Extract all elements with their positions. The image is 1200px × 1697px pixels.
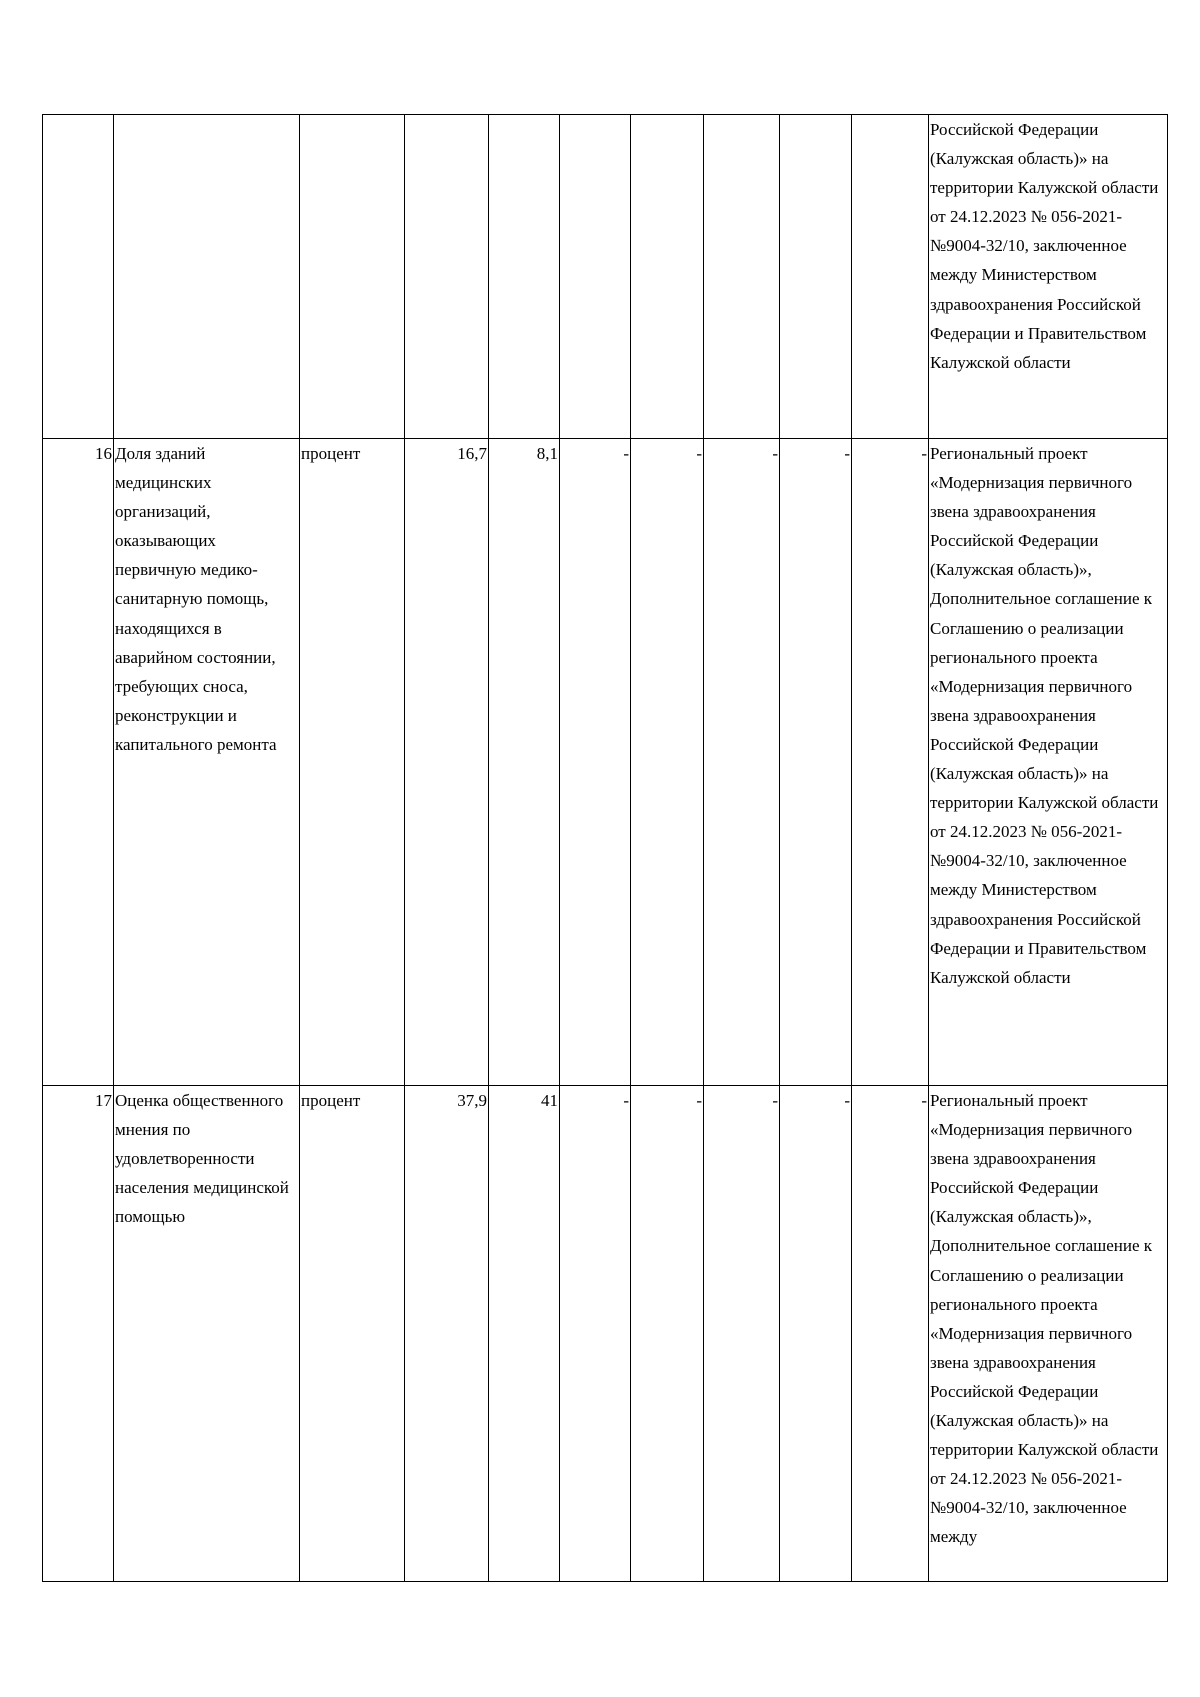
value-year-5: -: [780, 1086, 852, 1582]
value-year-6: -: [852, 1086, 929, 1582]
indicator-name: [114, 115, 300, 439]
table-row: [43, 115, 1168, 439]
value-year-3: [631, 115, 704, 439]
table-row: [43, 439, 1168, 1086]
unit-of-measure: процент: [300, 439, 405, 1086]
table-row: [43, 1086, 1168, 1582]
value-year-1: 41: [489, 1086, 560, 1582]
value-year-4: -: [704, 439, 780, 1086]
row-number: 17: [43, 1086, 114, 1582]
value-year-3: -: [631, 1086, 704, 1582]
indicator-name: Оценка общественного мнения по удовлетворенности населения медицинской помощью: [114, 1086, 300, 1582]
basis-document: Региональный проект «Модернизация первичного звена здравоохранения Российской Федерации (Калужская область)», Дополнительное соглашение к Соглашению о реализации регионального проекта «Модернизация первичного звена здравоохранения Российской Федерации (Калужская область)» на территории Калужской области от 24.12.2023 № 056-2021-№9004-32/10, заключенное между Министерством здравоохранения Российской Федерации и Правительством Калужской области: [929, 439, 1168, 1086]
unit-of-measure: [300, 115, 405, 439]
value-year-6: [852, 115, 929, 439]
value-base: 16,7: [405, 439, 489, 1086]
value-year-4: -: [704, 1086, 780, 1582]
basis-document: Региональный проект «Модернизация первичного звена здравоохранения Российской Федерации (Калужская область)», Дополнительное соглашение к Соглашению о реализации регионального проекта «Модернизация первичного звена здравоохранения Российской Федерации (Калужская область)» на территории Калужской области от 24.12.2023 № 056-2021-№9004-32/10, заключенное между: [929, 1086, 1168, 1582]
indicator-name: Доля зданий медицинских организаций, оказывающих первичную медико-санитарную помощь, находящихся в аварийном состоянии, требующих сноса, реконструкции и капитального ремонта: [114, 439, 300, 1086]
value-year-2: -: [560, 1086, 631, 1582]
row-number: 16: [43, 439, 114, 1086]
value-year-2: -: [560, 439, 631, 1086]
value-base: [405, 115, 489, 439]
row-number: [43, 115, 114, 439]
value-year-5: -: [780, 439, 852, 1086]
value-year-3: -: [631, 439, 704, 1086]
value-year-4: [704, 115, 780, 439]
value-year-5: [780, 115, 852, 439]
unit-of-measure: процент: [300, 1086, 405, 1582]
value-year-2: [560, 115, 631, 439]
value-year-1: [489, 115, 560, 439]
basis-document: Российской Федерации (Калужская область)» на территории Калужской области от 24.12.2023 № 056-2021-№9004-32/10, заключенное между Министерством здравоохранения Российской Федерации и Правительством Калужской области: [929, 115, 1168, 439]
value-year-1: 8,1: [489, 439, 560, 1086]
value-base: 37,9: [405, 1086, 489, 1582]
value-year-6: -: [852, 439, 929, 1086]
indicators-table: [42, 114, 1168, 1582]
